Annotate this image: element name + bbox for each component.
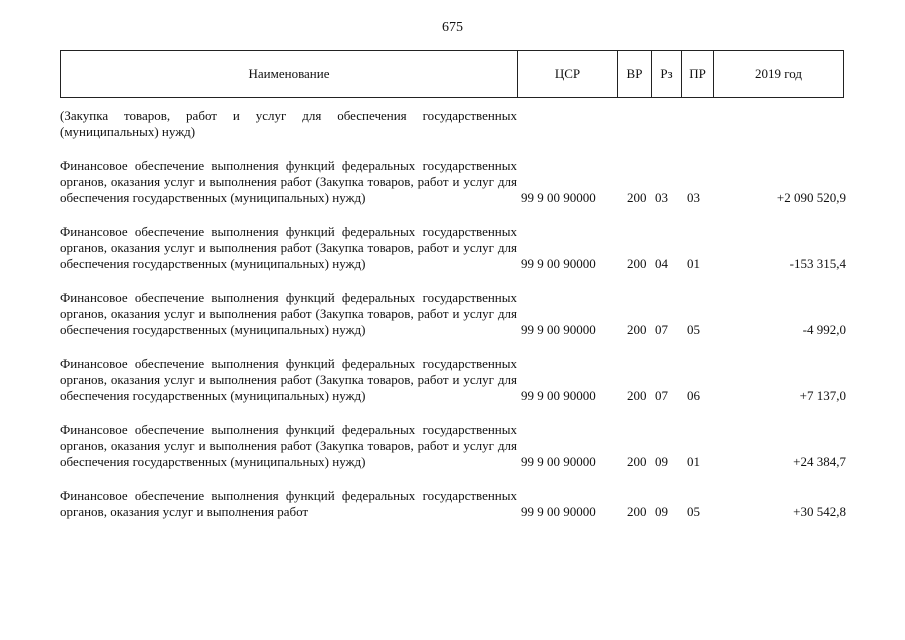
row-pr: 06 bbox=[687, 388, 700, 403]
row-rz: 09 bbox=[655, 454, 668, 469]
row-amount: -4 992,0 bbox=[802, 322, 846, 337]
table-body bbox=[60, 108, 850, 538]
row-csr: 99 9 00 90000 bbox=[521, 322, 596, 337]
row-rz: 07 bbox=[655, 322, 668, 337]
row-pr: 05 bbox=[687, 322, 700, 337]
row-amount: -153 315,4 bbox=[789, 256, 846, 271]
table-row bbox=[60, 224, 850, 272]
row-rz: 07 bbox=[655, 388, 668, 403]
header-csr: ЦСР bbox=[518, 51, 618, 97]
row-amount: +30 542,8 bbox=[793, 504, 846, 519]
header-year: 2019 год bbox=[755, 66, 802, 81]
row-vr: 200 bbox=[627, 190, 647, 205]
row-rz: 09 bbox=[655, 504, 668, 519]
header-rz: Рз bbox=[652, 51, 682, 97]
row-csr: 99 9 00 90000 bbox=[521, 454, 596, 469]
table-row bbox=[60, 290, 850, 338]
row-vr: 200 bbox=[627, 388, 647, 403]
page-number: 675 bbox=[442, 20, 463, 35]
row-rz: 03 bbox=[655, 190, 668, 205]
row-name: Финансовое обеспечение выполнения функций федеральных государственных органов, оказания услуг и выполнения работ (Закупка товаров, работ и услуг для обеспечения государственных (муниципальных) нужд) bbox=[60, 356, 517, 403]
table-row bbox=[60, 108, 850, 140]
row-amount: +7 137,0 bbox=[799, 388, 846, 403]
row-csr: 99 9 00 90000 bbox=[521, 504, 596, 519]
row-csr: 99 9 00 90000 bbox=[521, 256, 596, 271]
row-vr: 200 bbox=[627, 256, 647, 271]
row-name: (Закупка товаров, работ и услуг для обеспечения государственных (муниципальных) нужд) bbox=[60, 108, 517, 139]
row-vr: 200 bbox=[627, 322, 647, 337]
table-header bbox=[60, 50, 844, 98]
header-vr: ВР bbox=[618, 51, 652, 97]
row-csr: 99 9 00 90000 bbox=[521, 190, 596, 205]
row-pr: 03 bbox=[687, 190, 700, 205]
table-row bbox=[60, 356, 850, 404]
table-row bbox=[60, 158, 850, 206]
row-name: Финансовое обеспечение выполнения функций федеральных государственных органов, оказания услуг и выполнения работ (Закупка товаров, работ и услуг для обеспечения государственных (муниципальных) нужд) bbox=[60, 158, 517, 205]
header-name: Наименование bbox=[61, 51, 518, 97]
row-pr: 01 bbox=[687, 256, 700, 271]
row-name: Финансовое обеспечение выполнения функций федеральных государственных органов, оказания услуг и выполнения работ bbox=[60, 488, 517, 519]
header-pr: ПР bbox=[682, 51, 714, 97]
row-vr: 200 bbox=[627, 454, 647, 469]
table-row bbox=[60, 422, 850, 470]
table-row bbox=[60, 488, 850, 520]
row-rz: 04 bbox=[655, 256, 668, 271]
row-name: Финансовое обеспечение выполнения функций федеральных государственных органов, оказания услуг и выполнения работ (Закупка товаров, работ и услуг для обеспечения государственных (муниципальных) нужд) bbox=[60, 422, 517, 469]
row-pr: 05 bbox=[687, 504, 700, 519]
row-amount: +2 090 520,9 bbox=[776, 190, 846, 205]
row-name: Финансовое обеспечение выполнения функций федеральных государственных органов, оказания услуг и выполнения работ (Закупка товаров, работ и услуг для обеспечения государственных (муниципальных) нужд) bbox=[60, 290, 517, 337]
row-pr: 01 bbox=[687, 454, 700, 469]
row-csr: 99 9 00 90000 bbox=[521, 388, 596, 403]
row-amount: +24 384,7 bbox=[793, 454, 846, 469]
row-name: Финансовое обеспечение выполнения функций федеральных государственных органов, оказания услуг и выполнения работ (Закупка товаров, работ и услуг для обеспечения государственных (муниципальных) нужд) bbox=[60, 224, 517, 271]
row-vr: 200 bbox=[627, 504, 647, 519]
